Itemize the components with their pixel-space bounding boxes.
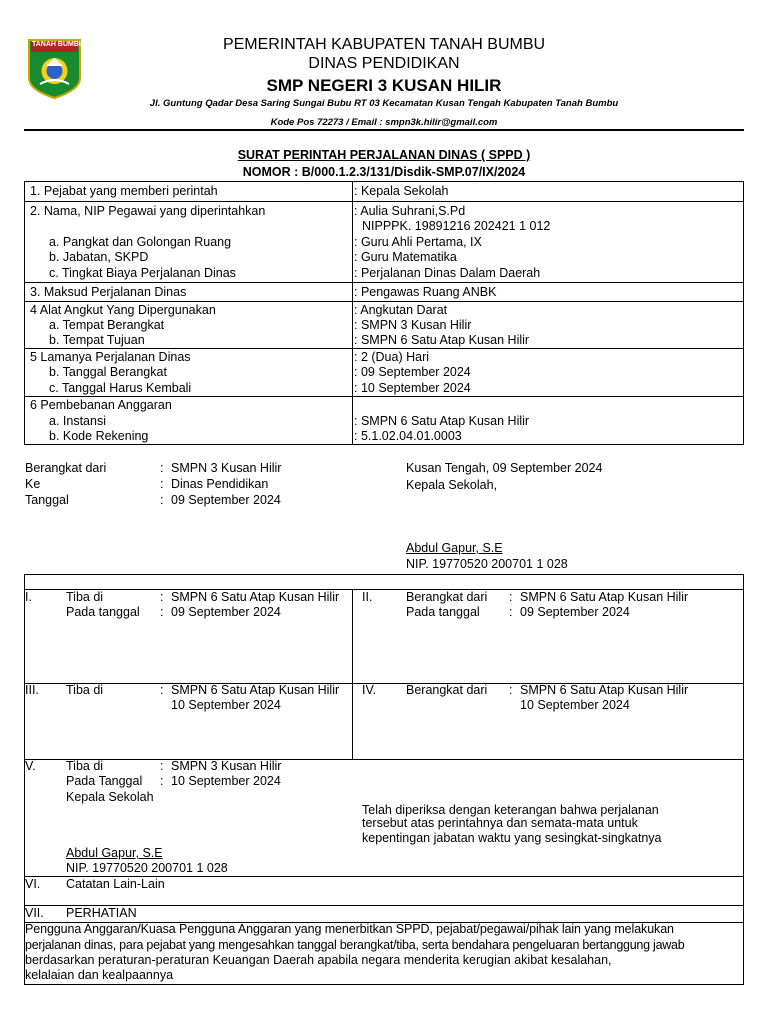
header-contact: Kode Pos 72273 / Email : smpn3k.hilir@gmail.com (270, 117, 498, 128)
visit-i-date-label: Pada tanggal (66, 605, 140, 619)
section-vi-label: Catatan Lain-Lain (66, 877, 165, 891)
r1-label: 1. Pejabat yang memberi perintah (30, 184, 218, 198)
visit-ii-date-label: Pada tanggal (406, 605, 480, 619)
visit-iv-date: 10 September 2024 (520, 698, 630, 712)
r4a-label: a. Tempat Berangkat (49, 318, 165, 332)
header-government: PEMERINTAH KABUPATEN TANAH BUMBU (222, 36, 546, 53)
r2a-value: : Guru Ahli Pertama, IX (354, 235, 482, 249)
visit-v-note-3: kepentingan jabatan waktu yang sesingkat-singkatnya (362, 831, 662, 845)
r4b-value: : SMPN 6 Satu Atap Kusan Hilir (354, 333, 530, 347)
r2-nip: NIPPPK. 19891216 202421 1 012 (362, 219, 551, 233)
visit-i-number: I. (25, 590, 32, 604)
visit-iii-arrive-label: Tiba di (66, 683, 104, 697)
r5-label: 5 Lamanya Perjalanan Dinas (30, 350, 191, 364)
visit-ii-date-value: 09 September 2024 (520, 605, 630, 619)
header-school: SMP NEGERI 3 KUSAN HILIR (266, 76, 502, 95)
section-vi-number: VI. (25, 877, 41, 891)
r2b-label: b. Jabatan, SKPD (49, 250, 149, 264)
r1-value: : Kepala Sekolah (354, 184, 449, 198)
r2-label: 2. Nama, NIP Pegawai yang diperintahkan (30, 204, 266, 218)
visit-v-position: Kepala Sekolah (66, 790, 154, 804)
notice-line-2: perjalanan dinas, para pejabat yang mengesahkan tanggal berangkat/tiba, serta bendahara pengeluaran bertanggung jawab (25, 938, 685, 952)
r6b-value: : 5.1.02.04.01.0003 (354, 429, 462, 443)
visit-ii-number: II. (362, 590, 373, 604)
visit-ii-depart-value: SMPN 6 Satu Atap Kusan Hilir (520, 590, 689, 604)
r2c-value: : Perjalanan Dinas Dalam Daerah (354, 266, 541, 280)
r2-value: : Aulia Suhrani,S.Pd (354, 204, 466, 218)
visit-iv-depart-value: SMPN 6 Satu Atap Kusan Hilir (520, 683, 689, 697)
r5c-label: c. Tanggal Harus Kembali (49, 381, 192, 395)
r3-value: : Pengawas Ruang ANBK (354, 285, 497, 299)
visit-v-note-1: Telah diperiksa dengan keterangan bahwa perjalanan (362, 803, 659, 817)
signer-name: Abdul Gapur, S.E (406, 541, 503, 555)
departure-colon: : (160, 461, 164, 475)
r2c-label: c. Tingkat Biaya Perjalanan Dinas (49, 266, 236, 280)
visit-colon: : (509, 683, 513, 697)
r4-label: 4 Alat Angkut Yang Dipergunakan (30, 303, 216, 317)
r3-label: 3. Maksud Perjalanan Dinas (30, 285, 187, 299)
place-date: Kusan Tengah, 09 September 2024 (406, 461, 603, 475)
visit-v-arrive-label: Tiba di (66, 759, 104, 773)
visit-iii-number: III. (25, 683, 39, 697)
visit-v-signer-nip: NIP. 19770520 200701 1 028 (66, 861, 228, 875)
departure-to-label: Ke (25, 477, 41, 491)
header-department: DINAS PENDIDIKAN (308, 55, 460, 72)
r4b-label: b. Tempat Tujuan (49, 333, 145, 347)
visit-i-arrive-label: Tiba di (66, 590, 104, 604)
document-number: NOMOR : B/000.1.2.3/131/Disdik-SMP.07/IX/2024 (242, 165, 526, 179)
visit-colon: : (160, 759, 164, 773)
visit-colon: : (160, 683, 164, 697)
visit-iv-depart-label: Berangkat dari (406, 683, 488, 697)
departure-from-label: Berangkat dari (25, 461, 107, 475)
visit-colon: : (160, 590, 164, 604)
r5b-value: : 09 September 2024 (354, 365, 471, 379)
departure-to-value: Dinas Pendidikan (171, 477, 269, 491)
visit-colon: : (160, 605, 164, 619)
signer-position: Kepala Sekolah, (406, 478, 498, 492)
section-vii-number: VII. (25, 906, 44, 920)
r6-label: 6 Pembebanan Anggaran (30, 398, 172, 412)
header-rule (24, 129, 744, 131)
visit-v-date-label: Pada Tanggal (66, 774, 143, 788)
visit-iv-number: IV. (362, 683, 377, 697)
r2b-value: : Guru Matematika (354, 250, 457, 264)
visit-v-note-2: tersebut atas perintahnya dan semata-mata untuk (362, 816, 638, 830)
visit-iii-date: 10 September 2024 (171, 698, 281, 712)
visit-iii-arrive-value: SMPN 6 Satu Atap Kusan Hilir (171, 683, 340, 697)
visit-colon: : (509, 590, 513, 604)
visit-v-signer-name: Abdul Gapur, S.E (66, 846, 163, 860)
visit-i-arrive-value: SMPN 6 Satu Atap Kusan Hilir (171, 590, 340, 604)
r5-value: : 2 (Dua) Hari (354, 350, 430, 364)
r5b-label: b. Tanggal Berangkat (49, 365, 167, 379)
r6a-value: : SMPN 6 Satu Atap Kusan Hilir (354, 414, 530, 428)
r2a-label: a. Pangkat dan Golongan Ruang (49, 235, 232, 249)
section-vii-label: PERHATIAN (66, 906, 137, 920)
notice-line-4: kelalaian dan kealpaannya (25, 968, 174, 982)
departure-date-value: 09 September 2024 (171, 493, 281, 507)
visit-ii-depart-label: Berangkat dari (406, 590, 488, 604)
r4a-value: : SMPN 3 Kusan Hilir (354, 318, 472, 332)
departure-date-label: Tanggal (25, 493, 69, 507)
visit-colon: : (509, 605, 513, 619)
visit-v-date-value: 10 September 2024 (171, 774, 281, 788)
departure-colon: : (160, 477, 164, 491)
document-title: SURAT PERINTAH PERJALANAN DINAS ( SPPD ) (237, 148, 531, 162)
visit-colon: : (160, 774, 164, 788)
r6a-label: a. Instansi (49, 414, 106, 428)
logo-text: TANAH BUMBU (32, 41, 84, 48)
visit-i-date-value: 09 September 2024 (171, 605, 281, 619)
notice-line-3: berdasarkan peraturan-peraturan Keuangan Daerah apabila negara menderita kerugian akibat kesalahan, (25, 953, 612, 967)
visit-v-arrive-value: SMPN 3 Kusan Hilir (171, 759, 282, 773)
notice-line-1: Pengguna Anggaran/Kuasa Pengguna Anggaran yang menerbitkan SPPD, pejabat/pegawai/pihak lain yang melakukan (25, 922, 674, 936)
r5c-value: : 10 September 2024 (354, 381, 471, 395)
r6b-label: b. Kode Rekening (49, 429, 149, 443)
departure-colon: : (160, 493, 164, 507)
r4-value: : Angkutan Darat (354, 303, 448, 317)
header-address: Jl. Guntung Qadar Desa Saring Sungai Bubu RT 03 Kecamatan Kusan Tengah Kabupaten Tanah Bumbu (149, 98, 619, 109)
departure-from-value: SMPN 3 Kusan Hilir (171, 461, 282, 475)
visit-v-number: V. (25, 759, 36, 773)
signer-nip: NIP. 19770520 200701 1 028 (406, 557, 568, 571)
